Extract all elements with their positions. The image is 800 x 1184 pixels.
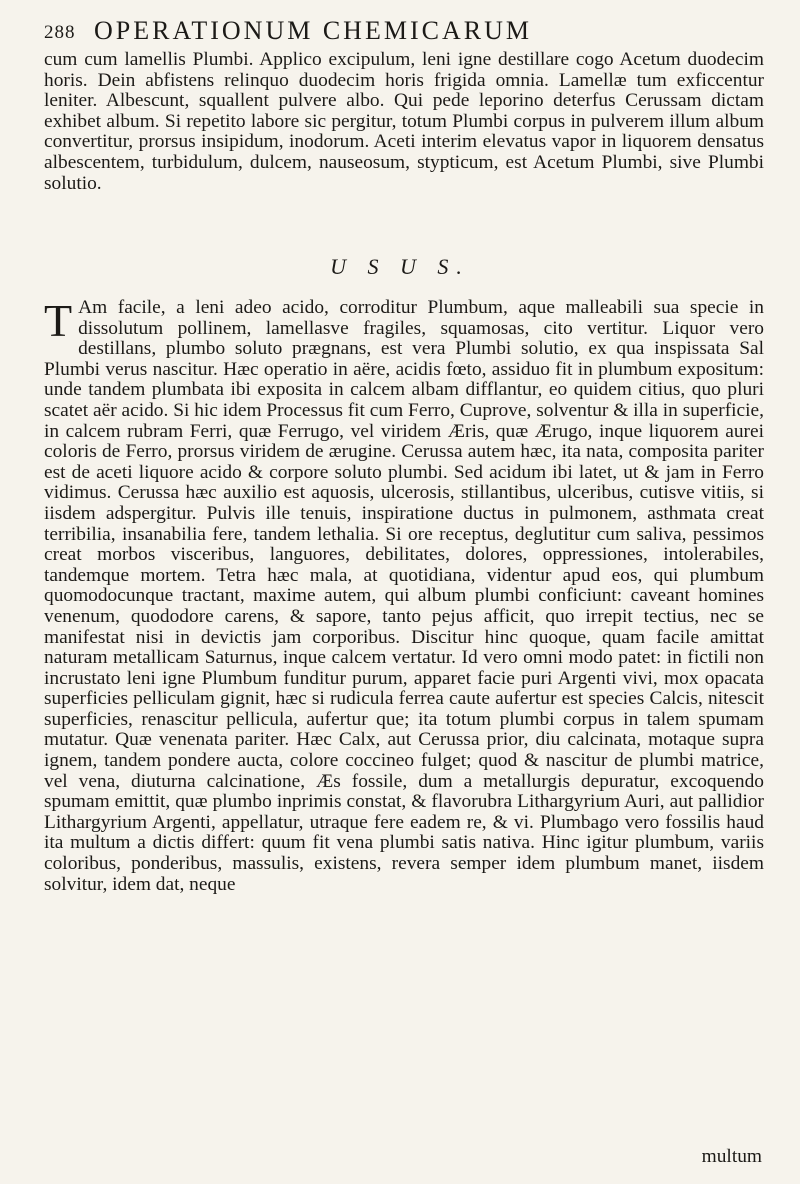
page-number: 288 <box>44 22 76 43</box>
page-header <box>44 16 764 46</box>
paragraph-usus <box>44 295 764 895</box>
drop-cap-initial: T <box>44 295 73 346</box>
section-heading-usus: U S U S. <box>330 254 470 279</box>
paragraph-procedure: cum cum lamellis Plumbi. Applico excipulum, leni igne destillare cogo Acetum duodecim horis. Dein abfistens relinquo duodecim horis frigida omnia. Lamellæ tum exficcentur leniter. Albescunt, squallent pulvere albo. Qui pede leporino deterfus Cerussam dictam exhibet album. Si repetito labore sic pergitur, totum Plumbi corpus in pulverem illum album convertitur, prorsus insipidum, inodorum. Aceti interim elevatus vapor in liquorem densatus albescentem, turbidulum, dulcem, nauseosum, stypticum, est Acetum Plumbi, sive Plumbi solutio. <box>44 49 764 194</box>
running-head: OPERATIONUM CHEMICARUM <box>94 16 532 45</box>
paragraph-usus-text: Am facile, a leni adeo acido, corroditur Plumbum, aque malleabili sua specie in dissolutum pollinem, lamellasve fragiles, squamosas, cito vertitur. Liquor vero destillans, plumbo soluto prægnans, est vera Plumbi solutio, ex qua inspissata Sal Plumbi verus nascitur. Hæc operatio in aëre, acidis fœto, assiduo fit in plumbum expositum: unde tandem plumbata ibi exposita in calcem albam difflantur, eo quidem citius, quo pluri scatet aër acido. Si hic idem Processus fit cum Ferro, Cuprove, solventur & illa in superficie, in calcem rubram Ferri, quæ Ferrugo, vel viridem Æris, quæ Ærugo, inque liquorem aurei coloris de Ferro, prorsus viridem de ærugine. Cerussa autem hæc, ita nata, composita pariter est de aceti liquore acido & corpore soluto plumbi. Sed acidum ibi latet, ut & jam in Ferro vidimus. Cerussa hæc auxilio est aquosis, ulcerosis, stillantibus, ulceribus, cutisve vitiis, si iisdem adspergitur. Pulvis ille tenuis, inspiratione ductus in pulmonem, asthmata creat terribilia, insanabilia fere, tandem lethalia. Si ore receptus, deglutitur cum saliva, pessimos creat morbos visceribus, languores, debilitates, dolores, oppressiones, intolerabiles, tandemque mortem. Tetra hæc mala, at quotidiana, videntur apud eos, qui plumbum quomodocunque tractant, maxime autem, qui album plumbi conficiunt: caveant homines venenum, quododore carens, & sapore, tanto pejus afficit, quo irrepit tectius, nec se manifestat nisi in devictis jam corporibus. Discitur hinc quoque, quam facile amittat naturam metallicam Saturnus, inque calcem vertatur. Id vero omni modo patet: in fictili non incrustato leni igne Plumbum funditur purum, apparet facie puri Argenti vivi, mox opacata superficies pelliculam gignit, hæc si rudicula ferrea caute aufertur est species Calcis, nitescit superficies, renascitur pellicula, aufertur que; ita totum plumbi corpus in talem spumam mutatur. Quæ venenata pariter. Hæc Calx, aut Cerussa prior, diu calcinata, motaque supra ignem, tandem pondere aucta, colore coccineo fulget; quod & nascitur de plumbi matrice, vel vena, diuturna calcinatione, Æs fossile, dum a metallurgis depuratur, excoquendo spumam emittit, quæ plumbo inprimis constat, & flavorubra Lithargyrium Auri, aut pallidior Lithargyrium Argenti, appellatur, utraque fere eadem re, & vi. Plumbago vero fossilis haud ita multum a dictis differt: quum fit vena plumbi satis nativa. Hinc igitur plumbum, variis coloribus, ponderibus, massulis, existens, revera semper idem plumbum manet, iisdem solvitur, idem dat, neque <box>44 297 764 895</box>
catchword: multum <box>701 1146 762 1167</box>
